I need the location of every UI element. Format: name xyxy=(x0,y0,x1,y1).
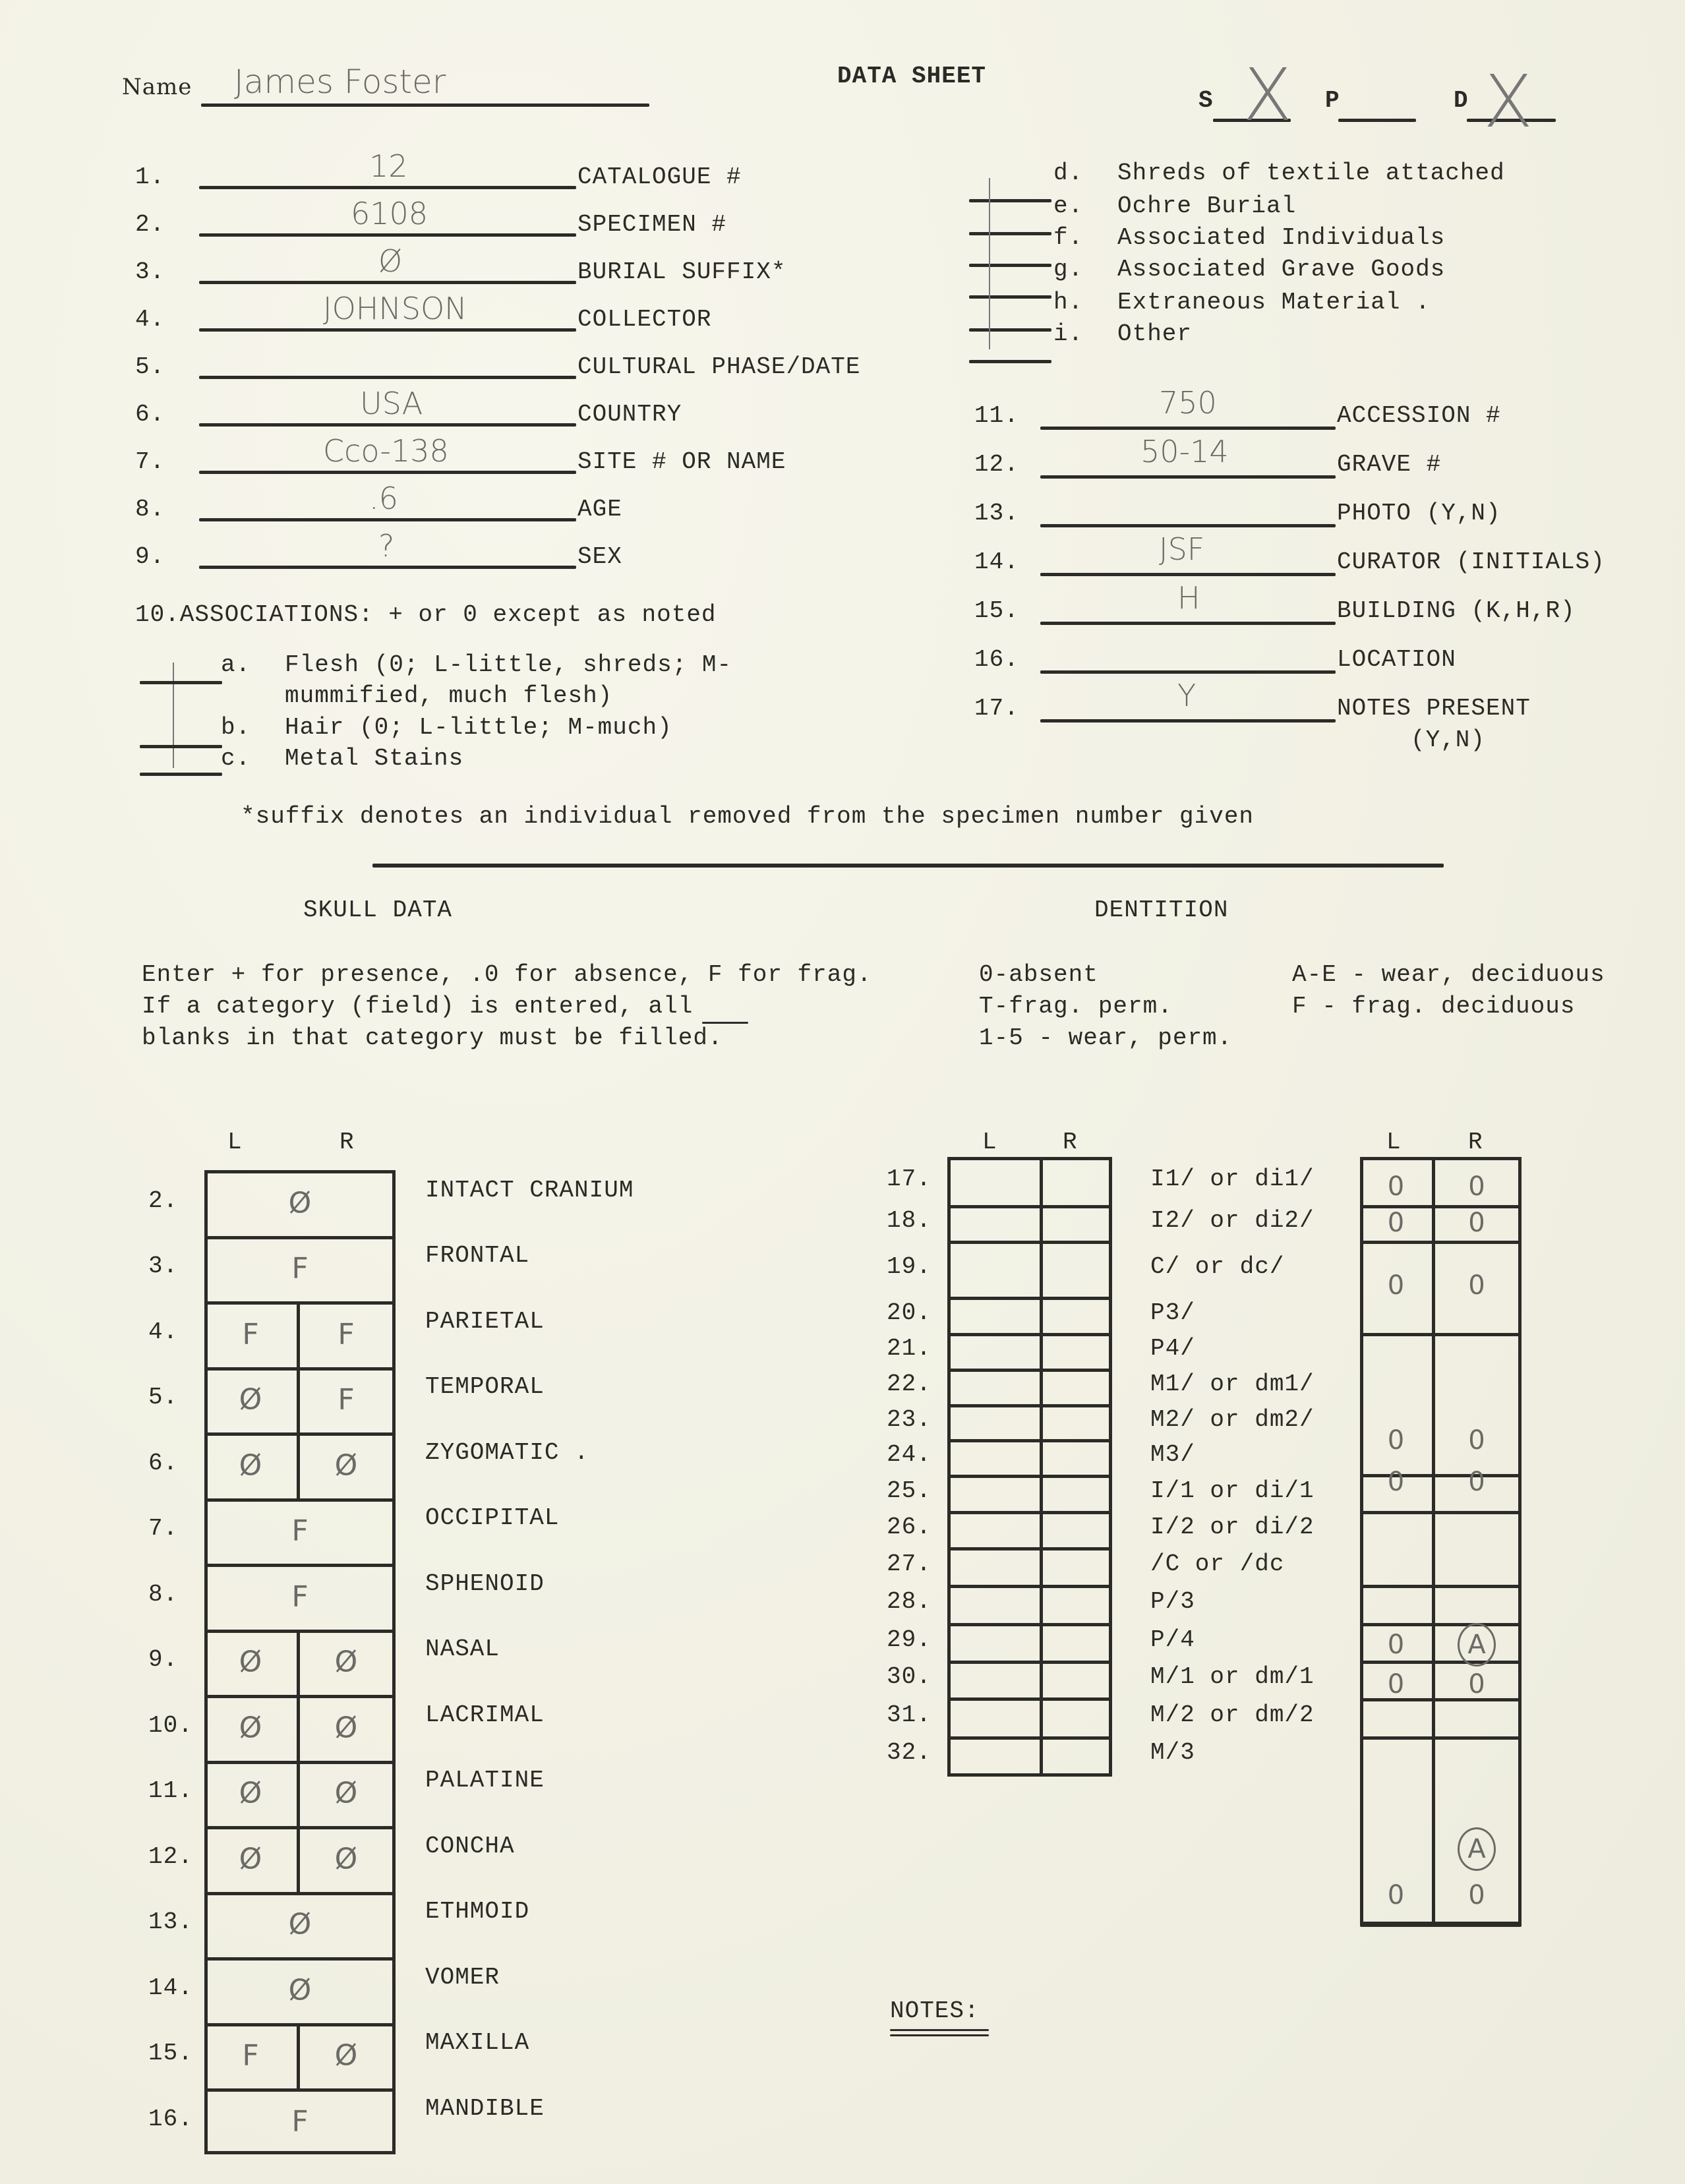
field-blank[interactable] xyxy=(199,518,576,521)
assoc-letter: e. xyxy=(1053,192,1084,220)
deciduous-mark-right[interactable]: 0 xyxy=(1468,1208,1485,1238)
skull-cell-right[interactable]: F xyxy=(338,1317,355,1351)
deciduous-mark-left[interactable]: 0 xyxy=(1387,1630,1405,1660)
field-number: 5. xyxy=(135,353,165,380)
associations-heading: 10.ASSOCIATIONS: + or 0 except as noted xyxy=(135,601,717,628)
dentition-perm-col-l: L xyxy=(982,1129,997,1156)
assoc-a-text: Flesh (0; L-little, shreds; M- xyxy=(285,651,732,678)
tooth-row-number: 21. xyxy=(887,1335,931,1362)
tooth-row-label: P/3 xyxy=(1150,1588,1195,1615)
deciduous-mark-right[interactable]: 0 xyxy=(1468,1467,1485,1497)
skull-lr-divider xyxy=(297,1432,300,1498)
field-value[interactable]: 6108 xyxy=(351,196,429,231)
skull-row-label: OCCIPITAL xyxy=(425,1504,560,1532)
tooth-row-divider[interactable] xyxy=(947,1661,1112,1664)
field-label: SPECIMEN # xyxy=(577,211,727,238)
field-blank[interactable] xyxy=(1040,475,1336,479)
tooth-row-number: 28. xyxy=(887,1588,931,1615)
tooth-row-label: M2/ or dm2/ xyxy=(1150,1405,1315,1433)
field-number: 2. xyxy=(135,211,165,238)
field-number: 8. xyxy=(135,496,165,523)
tooth-row-number: 23. xyxy=(887,1405,931,1433)
assoc-text: Ochre Burial xyxy=(1117,192,1297,220)
skull-row-number: 16. xyxy=(148,2105,193,2133)
tooth-row-label: I/1 or di/1 xyxy=(1150,1477,1315,1504)
tooth-row-divider[interactable] xyxy=(947,1439,1112,1442)
field-number: 4. xyxy=(135,306,165,333)
skull-row-divider xyxy=(204,1564,396,1567)
skull-row-label: LACRIMAL xyxy=(425,1701,545,1728)
skull-row-divider xyxy=(204,1432,396,1436)
skull-cell[interactable]: F xyxy=(291,1514,309,1548)
deciduous-mark-right[interactable]: 0 xyxy=(1468,1669,1485,1699)
field-number: 3. xyxy=(135,258,165,285)
deciduous-mark-right[interactable]: A xyxy=(1458,1827,1496,1871)
dentition-title: DENTITION xyxy=(1094,897,1229,924)
tooth-row-divider[interactable] xyxy=(947,1736,1112,1740)
deciduous-row-divider xyxy=(1360,1241,1522,1244)
field-label: CATALOGUE # xyxy=(577,163,742,191)
skull-row-number: 15. xyxy=(148,2040,193,2067)
skull-row-divider xyxy=(204,1301,396,1305)
assoc-blank[interactable] xyxy=(969,328,1051,332)
skull-cell-right[interactable]: Ø xyxy=(334,1711,358,1745)
deciduous-mark-right[interactable]: 0 xyxy=(1468,1270,1485,1301)
deciduous-mark-left[interactable]: 0 xyxy=(1387,1669,1405,1699)
field-blank[interactable] xyxy=(1040,622,1336,625)
section-divider xyxy=(372,864,1444,868)
assoc-blank[interactable] xyxy=(969,264,1051,267)
skull-instruction-3: blanks in that category must be filled. xyxy=(142,1024,723,1051)
field-number: 13. xyxy=(974,500,1019,527)
tooth-row-label: I/2 or di/2 xyxy=(1150,1513,1315,1541)
association-bracket xyxy=(173,663,174,768)
skull-row-number: 10. xyxy=(148,1711,193,1739)
skull-cell-left[interactable]: Ø xyxy=(239,1382,262,1417)
skull-row-label: NASAL xyxy=(425,1636,500,1663)
tooth-row-number: 25. xyxy=(887,1477,931,1504)
deciduous-mark-right[interactable]: 0 xyxy=(1468,1425,1485,1456)
tooth-row-label: I2/ or di2/ xyxy=(1150,1207,1315,1234)
field-label: GRAVE # xyxy=(1337,451,1442,478)
association-right-bracket xyxy=(989,178,990,349)
deciduous-row-divider xyxy=(1360,1736,1522,1740)
assoc-letter: h. xyxy=(1053,289,1084,316)
assoc-a-letter: a. xyxy=(221,651,251,678)
skull-cell-right[interactable]: Ø xyxy=(334,1776,358,1810)
field-label-2: (Y,N) xyxy=(1411,726,1486,753)
skull-row-label: PALATINE xyxy=(425,1767,545,1794)
tooth-row-divider[interactable] xyxy=(947,1241,1112,1244)
tooth-row-number: 20. xyxy=(887,1299,931,1326)
dentition-decid-col-l: L xyxy=(1386,1129,1402,1156)
deciduous-mark-left[interactable]: 0 xyxy=(1387,1425,1405,1456)
dentition-perm-col-r: R xyxy=(1063,1129,1078,1156)
assoc-letter: d. xyxy=(1053,160,1084,187)
field-blank[interactable] xyxy=(199,471,576,474)
assoc-blank[interactable] xyxy=(969,360,1051,363)
skull-lr-divider xyxy=(297,1630,300,1696)
skull-lr-divider xyxy=(297,1695,300,1761)
skull-row-number: 12. xyxy=(148,1843,193,1870)
field-value[interactable]: Y xyxy=(1177,678,1197,713)
skull-row-number: 11. xyxy=(148,1777,193,1805)
field-label: COUNTRY xyxy=(577,401,682,428)
assoc-b-text: Hair (0; L-little; M-much) xyxy=(285,714,672,741)
deciduous-row-divider xyxy=(1360,1661,1522,1664)
deciduous-row-divider xyxy=(1360,1698,1522,1701)
field-label: COLLECTOR xyxy=(577,306,712,333)
field-number: 12. xyxy=(974,451,1019,478)
field-number: 15. xyxy=(974,597,1019,624)
skull-cell-left[interactable]: Ø xyxy=(239,1711,262,1745)
field-value[interactable]: Ø xyxy=(378,243,403,279)
tooth-row-label: M/2 or dm/2 xyxy=(1150,1701,1315,1728)
skull-lr-divider xyxy=(297,1367,300,1433)
skull-cell-right[interactable]: Ø xyxy=(334,2038,358,2073)
assoc-b-blank[interactable] xyxy=(140,745,222,748)
skull-cell[interactable]: F xyxy=(291,2104,309,2139)
field-label: ACCESSION # xyxy=(1337,402,1501,429)
tooth-row-divider[interactable] xyxy=(947,1369,1112,1372)
skull-row-divider xyxy=(204,1236,396,1239)
dentition-legend-5: F - frag. deciduous xyxy=(1292,993,1576,1020)
skull-row-number: 8. xyxy=(148,1580,179,1608)
tooth-row-number: 32. xyxy=(887,1739,931,1766)
skull-cell-right[interactable]: Ø xyxy=(334,1645,358,1679)
tooth-row-divider[interactable] xyxy=(947,1511,1112,1514)
field-value[interactable]: H xyxy=(1177,580,1200,616)
assoc-text: Shreds of textile attached xyxy=(1117,160,1505,187)
field-blank[interactable] xyxy=(199,186,576,189)
deciduous-mark-left[interactable]: 0 xyxy=(1387,1171,1405,1202)
field-blank[interactable] xyxy=(1040,524,1336,527)
skull-row-label: TEMPORAL xyxy=(425,1373,545,1401)
deciduous-row-divider xyxy=(1360,1474,1522,1477)
skull-row-divider xyxy=(204,1892,396,1895)
field-label: BUILDING (K,H,R) xyxy=(1337,597,1576,624)
field-label: SEX xyxy=(577,543,622,570)
tooth-row-label: M1/ or dm1/ xyxy=(1150,1371,1315,1398)
field-number: 7. xyxy=(135,448,165,475)
field-value[interactable]: ? xyxy=(378,528,395,564)
assoc-blank[interactable] xyxy=(969,232,1051,235)
field-number: 11. xyxy=(974,402,1019,429)
all-underline xyxy=(702,1022,748,1024)
field-number: 9. xyxy=(135,543,165,570)
assoc-c-blank[interactable] xyxy=(140,773,222,776)
skull-row-divider xyxy=(204,1498,396,1502)
field-blank[interactable] xyxy=(199,423,576,427)
deciduous-teeth-grid xyxy=(1360,1157,1522,1925)
notes-underline-1 xyxy=(890,2029,989,2031)
skull-row-label: ETHMOID xyxy=(425,1898,530,1926)
deciduous-row-divider xyxy=(1360,1623,1522,1626)
field-value[interactable]: JOHNSON xyxy=(323,291,467,326)
tooth-row-label: M3/ xyxy=(1150,1441,1195,1468)
tooth-row-number: 17. xyxy=(887,1165,931,1193)
footnote: *suffix denotes an individual removed from the specimen number given xyxy=(241,803,1255,830)
assoc-blank[interactable] xyxy=(969,199,1051,202)
skull-row-label: CONCHA xyxy=(425,1832,515,1860)
assoc-letter: f. xyxy=(1053,224,1084,251)
tooth-row-number: 30. xyxy=(887,1663,931,1690)
skull-cell[interactable]: F xyxy=(291,1251,309,1285)
skull-row-divider xyxy=(204,2088,396,2092)
assoc-b-letter: b. xyxy=(221,714,251,741)
skull-cell-right[interactable]: Ø xyxy=(334,1448,358,1483)
skull-row-label: SPHENOID xyxy=(425,1570,545,1597)
deciduous-row-divider xyxy=(1360,1511,1522,1514)
d-label: D xyxy=(1454,87,1469,114)
skull-cell[interactable]: Ø xyxy=(288,1186,312,1220)
assoc-text: Extraneous Material . xyxy=(1117,289,1431,316)
tooth-row-number: 22. xyxy=(887,1371,931,1398)
skull-lr-divider xyxy=(297,1761,300,1827)
tooth-row-label: M/1 or dm/1 xyxy=(1150,1663,1315,1690)
skull-row-number: 6. xyxy=(148,1449,179,1477)
field-blank[interactable] xyxy=(1040,573,1336,576)
field-value[interactable]: Cco-138 xyxy=(323,433,449,469)
s-label: S xyxy=(1198,87,1214,114)
deciduous-row-divider xyxy=(1360,1924,1522,1927)
s-checkmark[interactable]: X xyxy=(1243,53,1293,137)
field-blank[interactable] xyxy=(199,233,576,237)
page-title: DATA SHEET xyxy=(837,63,987,90)
deciduous-mark-left[interactable]: 0 xyxy=(1387,1880,1405,1910)
tooth-row-number: 27. xyxy=(887,1550,931,1578)
tooth-row-label: I1/ or di1/ xyxy=(1150,1165,1315,1193)
name-label: Name xyxy=(122,74,192,100)
skull-row-divider xyxy=(204,1761,396,1764)
tooth-row-divider[interactable] xyxy=(947,1297,1112,1300)
field-label: SITE # OR NAME xyxy=(577,448,786,475)
deciduous-row-divider xyxy=(1360,1585,1522,1588)
tooth-row-divider[interactable] xyxy=(947,1547,1112,1550)
assoc-a-blank[interactable] xyxy=(140,681,222,684)
skull-col-r: R xyxy=(340,1129,355,1156)
notes-label: NOTES: xyxy=(890,1997,980,2024)
name-value[interactable]: James Foster xyxy=(234,63,446,101)
field-blank[interactable] xyxy=(199,281,576,284)
skull-instruction-1: Enter + for presence, .0 for absence, F for frag. xyxy=(142,961,872,988)
skull-row-number: 4. xyxy=(148,1318,179,1345)
skull-row-label: MANDIBLE xyxy=(425,2094,545,2122)
skull-instruction-2: If a category (field) is entered, all xyxy=(142,993,694,1020)
tooth-row-number: 29. xyxy=(887,1626,931,1653)
field-label: BURIAL SUFFIX* xyxy=(577,258,786,285)
skull-cell-left[interactable]: F xyxy=(242,2038,259,2073)
deciduous-mark-left[interactable]: 0 xyxy=(1387,1467,1405,1497)
skull-lr-divider xyxy=(297,1826,300,1892)
notes-underline-2 xyxy=(890,2034,989,2036)
deciduous-mark-right[interactable]: A xyxy=(1458,1623,1496,1667)
field-value[interactable]: 12 xyxy=(369,148,408,184)
tooth-row-divider[interactable] xyxy=(947,1333,1112,1336)
assoc-c-letter: c. xyxy=(221,745,251,772)
tooth-row-divider[interactable] xyxy=(947,1585,1112,1588)
field-label: NOTES PRESENT xyxy=(1337,695,1531,722)
skull-cell[interactable]: F xyxy=(291,1579,309,1614)
tooth-row-number: 24. xyxy=(887,1441,931,1468)
skull-lr-divider xyxy=(297,2023,300,2089)
dentition-legend-3: 1-5 - wear, perm. xyxy=(979,1024,1233,1051)
field-label: AGE xyxy=(577,496,622,523)
skull-row-number: 5. xyxy=(148,1384,179,1411)
skull-row-divider xyxy=(204,1630,396,1633)
field-blank[interactable] xyxy=(1040,670,1336,674)
skull-lr-divider xyxy=(297,1301,300,1367)
tooth-row-label: C/ or dc/ xyxy=(1150,1253,1285,1280)
skull-row-number: 14. xyxy=(148,1974,193,2001)
skull-cell-right[interactable]: F xyxy=(338,1382,355,1417)
skull-row-number: 3. xyxy=(148,1253,179,1280)
p-label: P xyxy=(1325,87,1340,114)
field-label: CURATOR (INITIALS) xyxy=(1337,548,1605,576)
field-number: 16. xyxy=(974,646,1019,673)
tooth-row-divider[interactable] xyxy=(947,1697,1112,1701)
tooth-row-number: 31. xyxy=(887,1701,931,1728)
field-value[interactable]: 750 xyxy=(1159,385,1217,421)
permanent-lr-divider xyxy=(1040,1157,1043,1773)
deciduous-mark-left[interactable]: 0 xyxy=(1387,1270,1405,1301)
skull-cell-left[interactable]: Ø xyxy=(239,1645,262,1679)
field-value[interactable]: 50-14 xyxy=(1140,434,1229,469)
dentition-legend-1: 0-absent xyxy=(979,961,1098,988)
tooth-row-label: P3/ xyxy=(1150,1299,1195,1326)
skull-row-label: INTACT CRANIUM xyxy=(425,1176,634,1204)
skull-row-label: ZYGOMATIC . xyxy=(425,1438,589,1466)
field-number: 1. xyxy=(135,163,165,191)
dentition-legend-2: T-frag. perm. xyxy=(979,993,1173,1020)
skull-row-number: 2. xyxy=(148,1187,179,1214)
tooth-row-divider[interactable] xyxy=(947,1623,1112,1626)
tooth-row-number: 26. xyxy=(887,1513,931,1541)
permanent-teeth-grid xyxy=(947,1157,1112,1777)
field-number: 6. xyxy=(135,401,165,428)
field-value[interactable]: USA xyxy=(360,386,423,421)
field-blank[interactable] xyxy=(1040,719,1336,723)
assoc-text: Associated Grave Goods xyxy=(1117,256,1446,283)
assoc-c-text: Metal Stains xyxy=(285,745,464,772)
dentition-legend-4: A-E - wear, deciduous xyxy=(1292,961,1605,988)
skull-row-label: VOMER xyxy=(425,1963,500,1991)
assoc-text: Other xyxy=(1117,320,1193,347)
name-underline xyxy=(201,103,649,107)
skull-cell-left[interactable]: Ø xyxy=(239,1842,262,1876)
tooth-row-number: 18. xyxy=(887,1207,931,1234)
assoc-letter: i. xyxy=(1053,320,1084,347)
tooth-row-number: 19. xyxy=(887,1253,931,1280)
d-checkmark[interactable]: X xyxy=(1483,59,1533,144)
tooth-row-label: P4/ xyxy=(1150,1335,1195,1362)
tooth-row-label: P/4 xyxy=(1150,1626,1195,1653)
skull-cell-left[interactable]: Ø xyxy=(239,1776,262,1810)
skull-row-divider xyxy=(204,1826,396,1829)
field-blank[interactable] xyxy=(199,566,576,569)
tooth-row-label: /C or /dc xyxy=(1150,1550,1285,1578)
p-underline xyxy=(1338,119,1416,122)
skull-row-label: PARIETAL xyxy=(425,1307,545,1335)
skull-data-title: SKULL DATA xyxy=(303,897,453,924)
skull-cell-left[interactable]: Ø xyxy=(239,1448,262,1483)
field-label: PHOTO (Y,N) xyxy=(1337,500,1501,527)
field-label: LOCATION xyxy=(1337,646,1456,673)
assoc-text: Associated Individuals xyxy=(1117,224,1446,251)
skull-row-number: 9. xyxy=(148,1646,179,1674)
skull-cell-right[interactable]: Ø xyxy=(334,1842,358,1876)
assoc-letter: g. xyxy=(1053,256,1084,283)
skull-row-label: FRONTAL xyxy=(425,1242,530,1270)
field-value[interactable]: JSF xyxy=(1159,531,1205,567)
field-number: 14. xyxy=(974,548,1019,576)
assoc-a-text-2: mummified, much flesh) xyxy=(285,682,613,709)
skull-row-divider xyxy=(204,1957,396,1961)
skull-cell-left[interactable]: F xyxy=(242,1317,259,1351)
field-blank[interactable] xyxy=(1040,427,1336,430)
skull-row-number: 13. xyxy=(148,1908,193,1936)
deciduous-mark-left[interactable]: 0 xyxy=(1387,1208,1405,1238)
deciduous-mark-right[interactable]: 0 xyxy=(1468,1880,1485,1910)
tooth-row-divider[interactable] xyxy=(947,1404,1112,1407)
field-blank[interactable] xyxy=(199,376,576,379)
tooth-row-divider[interactable] xyxy=(947,1205,1112,1208)
field-value[interactable]: .6 xyxy=(369,481,398,516)
skull-row-divider xyxy=(204,1695,396,1698)
tooth-row-divider[interactable] xyxy=(947,1475,1112,1478)
tooth-row-label: M/3 xyxy=(1150,1739,1195,1766)
assoc-blank[interactable] xyxy=(969,295,1051,299)
skull-row-label: MAXILLA xyxy=(425,2029,530,2057)
deciduous-mark-right[interactable]: 0 xyxy=(1468,1171,1485,1202)
skull-cell[interactable]: Ø xyxy=(288,1907,312,1941)
skull-cell[interactable]: Ø xyxy=(288,1973,312,2007)
dentition-decid-col-r: R xyxy=(1468,1129,1483,1156)
field-number: 17. xyxy=(974,695,1019,722)
field-label: CULTURAL PHASE/DATE xyxy=(577,353,861,380)
skull-row-number: 7. xyxy=(148,1515,179,1543)
deciduous-lr-divider xyxy=(1432,1157,1435,1922)
field-blank[interactable] xyxy=(199,328,576,332)
deciduous-row-divider xyxy=(1360,1333,1522,1336)
skull-row-divider xyxy=(204,2023,396,2026)
deciduous-row-divider xyxy=(1360,1205,1522,1208)
skull-row-divider xyxy=(204,1367,396,1371)
skull-col-l: L xyxy=(227,1129,243,1156)
